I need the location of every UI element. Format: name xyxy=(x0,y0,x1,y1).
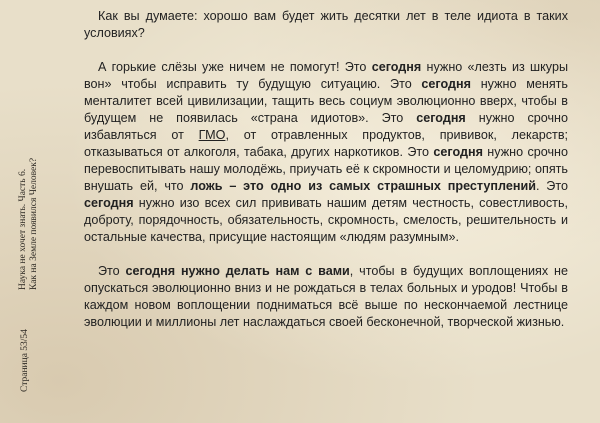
text-span: Это xyxy=(98,264,126,278)
emphasis: сегодня xyxy=(421,77,471,91)
series-title-line-2: Как на Земле появился Человек? xyxy=(29,157,39,290)
emphasis: ложь – это одно из самых страшных преступлений xyxy=(190,179,536,193)
emphasis: сегодня xyxy=(416,111,466,125)
emphasis: сегодня xyxy=(433,145,483,159)
text-span: , от отравленных продуктов, прививок, лекарств; отказываться от алкоголя, табака, других наркотиков. Это xyxy=(84,128,569,159)
series-title-line-1: Наука не хочет знать. Часть 6. xyxy=(18,168,28,290)
text-span: нужно «лезть из шкуры вон» чтобы исправить ту будущую ситуацию. Это xyxy=(84,60,569,91)
text-span: . Это xyxy=(535,179,568,193)
emphasis: сегодня xyxy=(371,60,422,74)
text-span: нужно срочно избавляться от xyxy=(84,111,569,142)
page-number: Страница 53/54 xyxy=(20,329,30,392)
text-span: А горькие слёзы уже ничем не помогут! Это xyxy=(98,60,372,74)
paragraph-1: Как вы думаете: хорошо вам будет жить десятки лет в теле идиота в таких условиях? xyxy=(84,9,568,40)
paragraph-2 xyxy=(84,59,568,246)
text-span: нужно изо всех сил прививать нашим детям честность, совестливость, доброту, порядочность, обязательность, скромность, смелость, решительность и остальные качества, присущие настоящим «людям разумным». xyxy=(84,196,568,244)
paragraph-3 xyxy=(84,263,568,331)
body-text xyxy=(84,8,568,331)
series-title xyxy=(18,158,40,290)
underlined-term: ГМО xyxy=(198,128,226,142)
emphasis: сегодня нужно делать нам с вами xyxy=(125,264,350,278)
text-span: нужно менять менталитет всей цивилизации, тащить весь социум эволюционно вверх, чтобы в будущем не появилась «страна идиотов». Это xyxy=(84,77,568,125)
text-span: нужно срочно перевоспитывать нашу молодёжь, приучать её к скромности и целомудрию; опять внушать ей, что xyxy=(84,145,568,193)
emphasis: сегодня xyxy=(84,196,134,210)
text-span: , чтобы в будущих воплощениях не опускаться эволюционно вниз и не рождаться в телах больных и уродов! Чтобы в каждом новом воплощении подниматься всё выше по нескончаемой лестнице эволюции и миллионы лет наслаждаться своей бесконечной, творческой жизнью. xyxy=(84,264,568,329)
